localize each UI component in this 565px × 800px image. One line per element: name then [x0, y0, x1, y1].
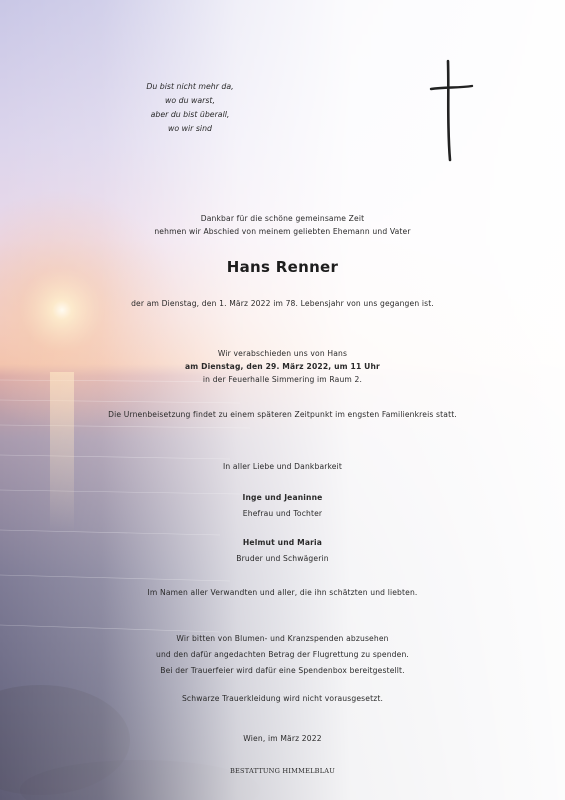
- relatives-line: Im Namen aller Verwandten und aller, die ihn schätzten und liebten.: [147, 588, 418, 597]
- poem-line: wo wir sind: [168, 124, 212, 133]
- ceremony-location: in der Feuerhalle Simmering im Raum 2.: [202, 375, 363, 384]
- deceased-name: Hans Renner: [226, 258, 339, 276]
- love-line: In aller Liebe und Dankbarkeit: [222, 462, 343, 471]
- poem: [120, 80, 260, 136]
- undertaker-name: BESTATTUNG HIMMELBLAU: [229, 767, 335, 775]
- mourner-group: [0, 536, 565, 565]
- donation-request: [0, 632, 565, 677]
- mourner-relation: Ehefrau und Tochter: [242, 509, 323, 518]
- poem-line: wo du warst,: [165, 96, 215, 105]
- dress-code: Schwarze Trauerkleidung wird nicht vorausgesetzt.: [181, 694, 384, 703]
- mourner-names: Helmut und Maria: [242, 538, 323, 547]
- intro-line: nehmen wir Abschied von meinem geliebten Ehemann und Vater: [154, 227, 411, 236]
- death-notice: der am Dienstag, den 1. März 2022 im 78. Lebensjahr von uns gegangen ist.: [131, 299, 434, 308]
- donation-line: Wir bitten von Blumen- und Kranzspenden abzusehen: [176, 634, 389, 643]
- urn-notice: Die Urnenbeisetzung findet zu einem späteren Zeitpunkt im engsten Familienkreis statt.: [108, 410, 457, 419]
- intro-line: Dankbar für die schöne gemeinsame Zeit: [200, 214, 365, 223]
- farewell-line: Wir verabschieden uns von Hans: [217, 349, 348, 358]
- intro-text: [0, 212, 565, 238]
- poem-line: Du bist nicht mehr da,: [146, 82, 234, 91]
- mourner-relation: Bruder und Schwägerin: [236, 554, 329, 563]
- donation-line: Bei der Trauerfeier wird dafür eine Spendenbox bereitgestellt.: [160, 666, 405, 675]
- ceremony-date: am Dienstag, den 29. März 2022, um 11 Uhr: [185, 362, 380, 371]
- mourner-group: [0, 491, 565, 520]
- farewell-block: [0, 347, 565, 386]
- donation-line: und den dafür angedachten Betrag der Flugrettung zu spenden.: [155, 650, 409, 659]
- cross-icon: [425, 55, 475, 165]
- mourner-names: Inge und Jeaninne: [242, 493, 323, 502]
- poem-line: aber du bist überall,: [150, 110, 230, 119]
- place-date: Wien, im März 2022: [243, 734, 322, 743]
